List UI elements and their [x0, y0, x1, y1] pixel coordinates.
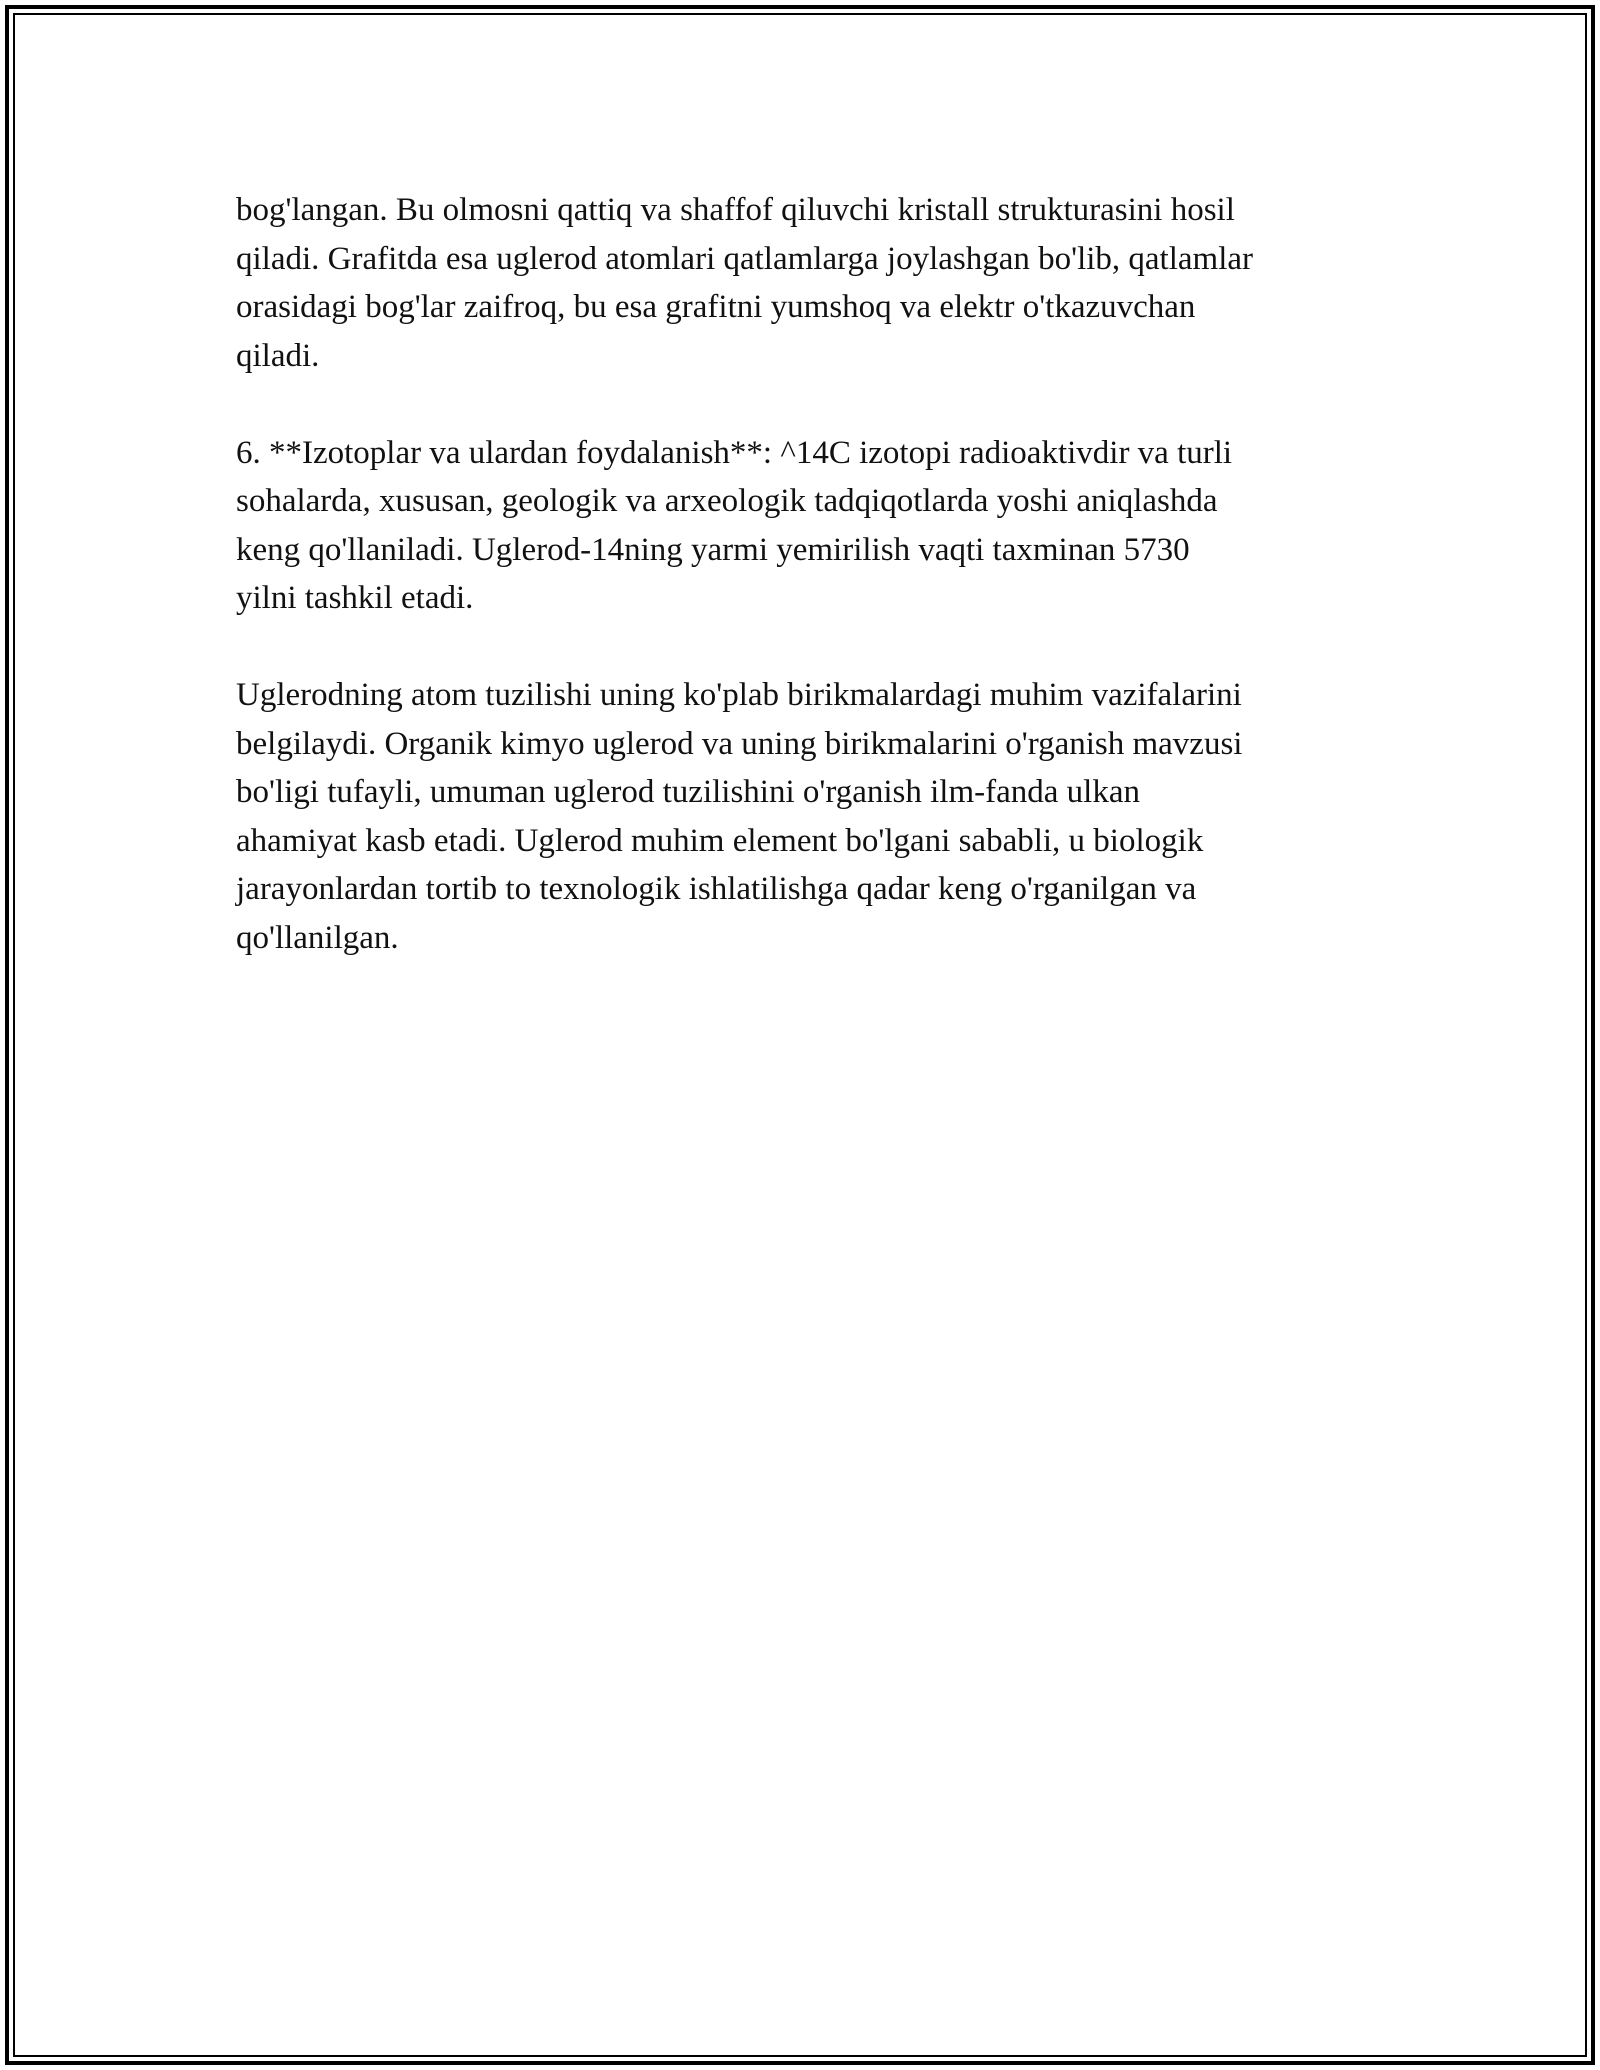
text-line: bo'ligi tufayli, umuman uglerod tuzilishini o'rganish ilm-fanda ulkan: [236, 774, 1140, 810]
text-line: belgilaydi. Organik kimyo uglerod va uning birikmalarini o'rganish mavzusi: [236, 725, 1243, 762]
paragraph-conclusion: [236, 671, 1396, 962]
text-line: qiladi. Grafitda esa uglerod atomlari qatlamlarga joylashgan bo'lib, qatlamlar: [236, 240, 1254, 277]
paragraph-carbon-allotropes: [236, 186, 1396, 380]
text-line: jarayonlardan tortib to texnologik ishlatilishga qadar keng o'rganilgan va: [236, 871, 1197, 907]
text-line: bog'langan. Bu olmosni qattiq va shaffof qiluvchi kristall strukturasini hosil: [236, 192, 1235, 228]
paragraph-isotopes: [236, 429, 1396, 623]
text-line: orasidagi bog'lar zaifroq, bu esa grafitni yumshoq va elektr o'tkazuvchan: [236, 289, 1196, 325]
text-line: sohalarda, xususan, geologik va arxeologik tadqiqotlarda yoshi aniqlashda: [236, 483, 1218, 519]
text-line: 6. **Izotoplar va ulardan foydalanish**: ^14C izotopi radioaktivdir va turli: [236, 434, 1233, 471]
text-line: qiladi.: [236, 337, 320, 374]
text-line: yilni tashkil etadi.: [236, 580, 474, 616]
text-line: Uglerodning atom tuzilishi uning ko'plab birikmalardagi muhim vazifalarini: [236, 677, 1242, 713]
document-body: [236, 186, 1396, 1011]
text-line: qo'llanilgan.: [236, 919, 399, 956]
text-line: ahamiyat kasb etadi. Uglerod muhim element bo'lgani sababli, u biologik: [236, 822, 1204, 859]
text-line: keng qo'llaniladi. Uglerod-14ning yarmi yemirilish vaqti taxminan 5730: [236, 531, 1190, 568]
